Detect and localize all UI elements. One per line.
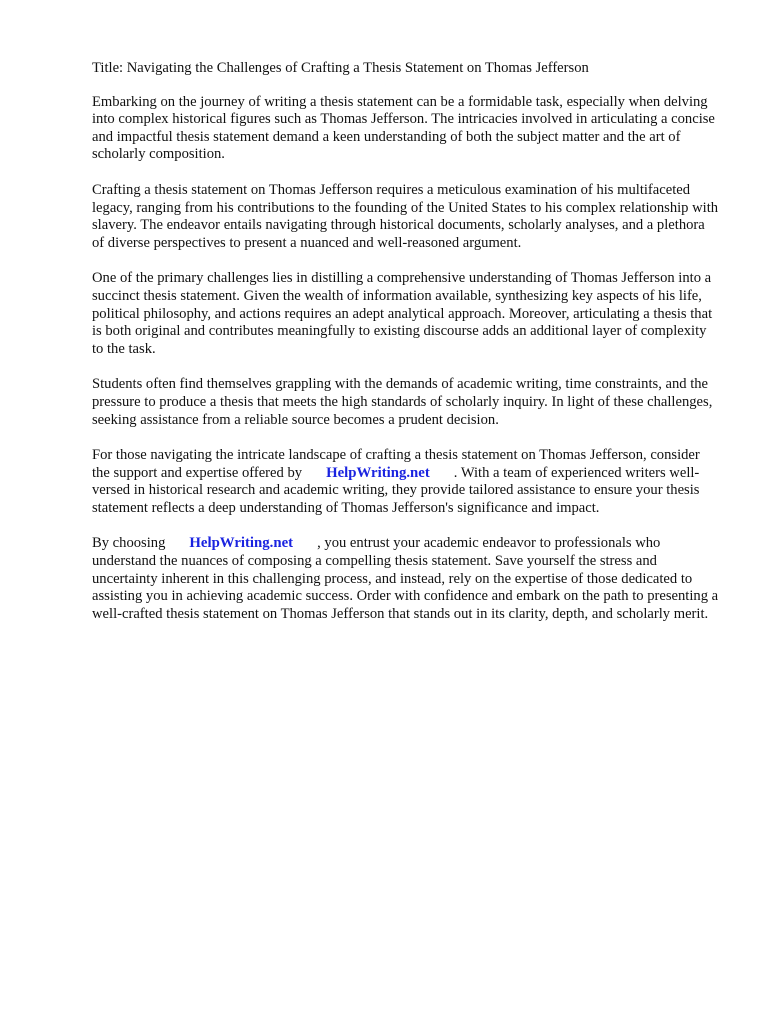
document-page bbox=[92, 60, 720, 641]
paragraph-legacy: Crafting a thesis statement on Thomas Jefferson requires a meticulous examination of his multifaceted legacy, ranging from his contributions to the founding of the United States to his complex relationship with slavery. The endeavor entails navigating through historical documents, scholarly analyses, and a plethora of diverse perspectives to present a nuanced and well-reasoned argument. bbox=[92, 181, 719, 251]
document-title: Title: Navigating the Challenges of Crafting a Thesis Statement on Thomas Jefferson bbox=[92, 60, 589, 76]
paragraph-support bbox=[92, 447, 720, 517]
closing-text-before: By choosing bbox=[92, 535, 166, 552]
paragraph-intro: Embarking on the journey of writing a thesis statement can be a formidable task, especially when delving into complex historical figures such as Thomas Jefferson. The intricacies involved in articulating a concise and impactful thesis statement demand a keen understanding of both the subject matter and the art of scholarly composition. bbox=[92, 93, 715, 163]
closing-text-after: , you entrust your academic endeavor to professionals who understand the nuances of composing a compelling thesis statement. Save yourself the stress and uncertainty inherent in this challenging process, and instead, rely on the expertise of those dedicated to assisting you in achieving academic success. Order with confidence and embark on the path to presenting a well-crafted thesis statement on Thomas Jefferson that stands out in its clarity, depth, and scholarly merit. bbox=[92, 535, 719, 622]
support-text-after: . With a team of experienced writers well-versed in historical research and academic writing, they provide tailored assistance to ensure your thesis statement reflects a deep understanding of Thomas Jefferson's significance and impact. bbox=[92, 464, 700, 516]
helpwriting-link-2[interactable]: HelpWriting.net bbox=[189, 535, 294, 552]
support-text-before: For those navigating the intricate landscape of crafting a thesis statement on Thomas Jefferson, consider the support and expertise offered by bbox=[92, 447, 700, 481]
paragraph-challenges: One of the primary challenges lies in distilling a comprehensive understanding of Thomas Jefferson into a succinct thesis statement. Given the wealth of information available, synthesizing key aspects of his life, political philosophy, and actions requires an adept analytical approach. Moreover, articulating a thesis that is both original and contributes meaningfully to existing discourse adds an additional layer of complexity to the task. bbox=[92, 270, 713, 357]
paragraph-students: Students often find themselves grappling with the demands of academic writing, time constraints, and the pressure to produce a thesis that meets the high standards of scholarly inquiry. In light of these challenges, seeking assistance from a reliable source becomes a prudent decision. bbox=[92, 376, 713, 428]
helpwriting-link-1[interactable]: HelpWriting.net bbox=[326, 464, 430, 481]
paragraph-closing bbox=[92, 535, 720, 623]
